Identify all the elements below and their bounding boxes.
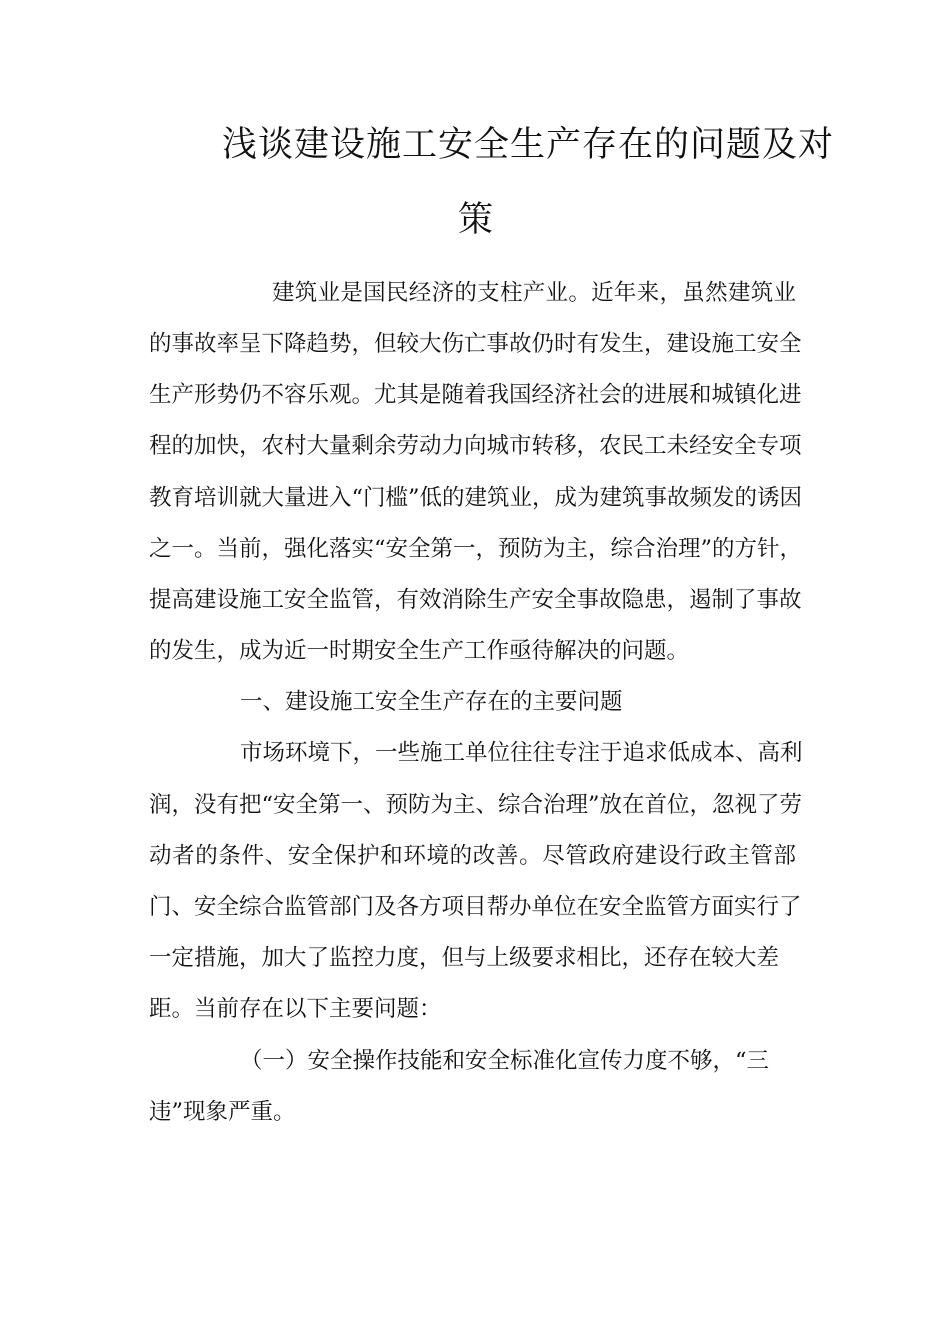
document-title-line-2: 策 xyxy=(458,200,495,240)
intro-paragraph-line: 的事故率呈下降趋势，但较大伤亡事故仍时有发生，建设施工安全 xyxy=(149,331,802,357)
section-heading: 一、建设施工安全生产存在的主要问题 xyxy=(240,689,623,715)
body-paragraph-line: 润，没有把“安全第一、预防为主、综合治理”放在首位，忽视了劳 xyxy=(149,792,803,818)
intro-paragraph-line: 的发生，成为近一时期安全生产工作亟待解决的问题。 xyxy=(149,638,690,664)
document-title-line-1: 浅谈建设施工安全生产存在的问题及对 xyxy=(222,125,835,165)
subsection-heading-line: 违”现象严重。 xyxy=(149,1099,296,1125)
body-paragraph-line: 市场环境下，一些施工单位往往专注于追求低成本、高利 xyxy=(240,740,803,766)
body-paragraph-line: 距。当前存在以下主要问题： xyxy=(149,996,442,1022)
body-paragraph-line: 一定措施，加大了监控力度，但与上级要求相比，还存在较大差 xyxy=(149,945,780,971)
intro-paragraph-line: 建筑业是国民经济的支柱产业。近年来，虽然建筑业 xyxy=(272,280,796,306)
intro-paragraph-line: 之一。当前，强化落实“安全第一，预防为主，综合治理”的方针， xyxy=(149,536,803,562)
intro-paragraph-line: 提高建设施工安全监管，有效消除生产安全事故隐患，遏制了事故 xyxy=(149,587,802,613)
intro-paragraph-line: 程的加快，农村大量剩余劳动力向城市转移，农民工未经安全专项 xyxy=(149,433,802,459)
intro-paragraph-line: 教育培训就大量进入“门槛”低的建筑业，成为建筑事故频发的诱因 xyxy=(149,485,803,511)
body-paragraph-line: 动者的条件、安全保护和环境的改善。尽管政府建设行政主管部 xyxy=(149,843,796,869)
body-paragraph-line: 门、安全综合监管部门及各方项目帮办单位在安全监管方面实行了 xyxy=(149,894,802,920)
subsection-heading-line: （一）安全操作技能和安全标准化宣传力度不够，“三 xyxy=(240,1048,770,1074)
intro-paragraph-line: 生产形势仍不容乐观。尤其是随着我国经济社会的进展和城镇化进 xyxy=(149,382,802,408)
